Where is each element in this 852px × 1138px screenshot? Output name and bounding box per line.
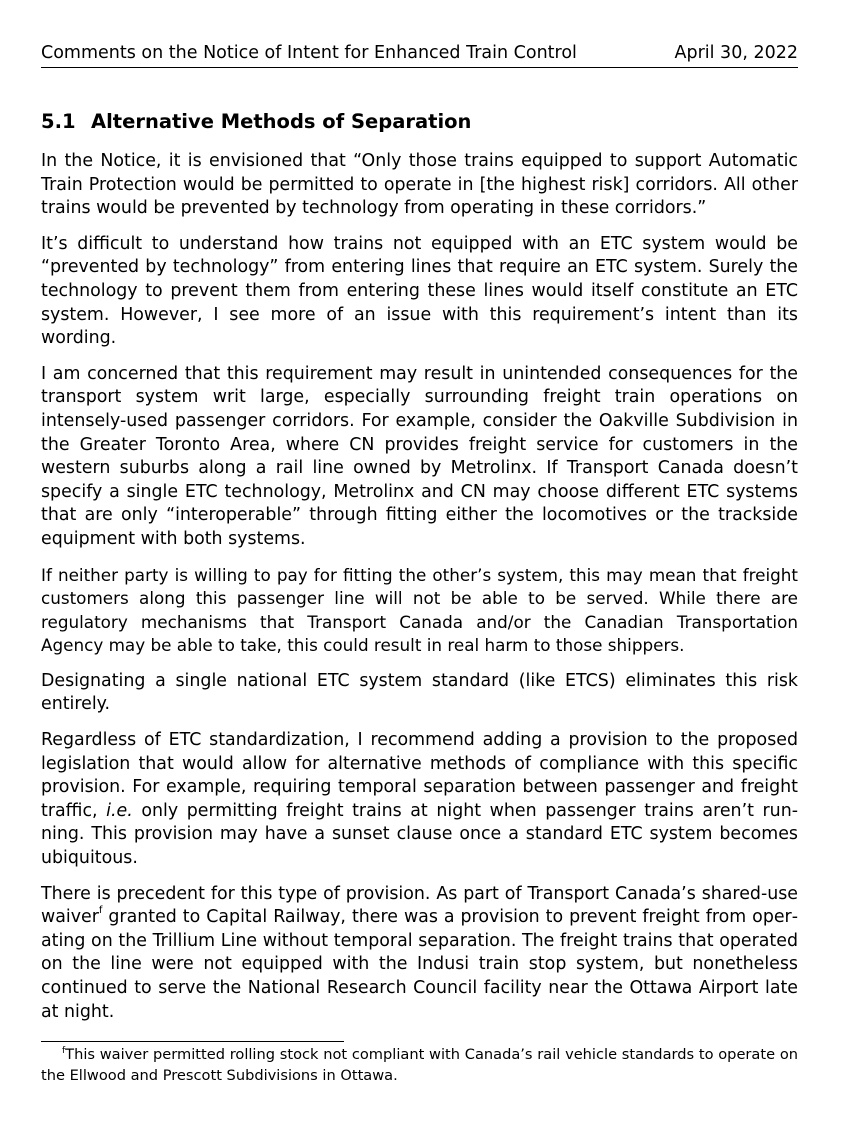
footnote-text: This waiver permitted rolling stock not compliant with Canada’s rail vehicle standards to operate on the Ellwood and Prescott Subdivisions in Ottawa. — [41, 1046, 798, 1084]
paragraph-6 — [41, 729, 798, 871]
paragraph-6-text-b: only permitting freight trains at night when passenger trains aren’t running. This provision may have a sunset clause once a standard ETC system becomes ubiquitous. — [41, 800, 798, 869]
paragraph-4: If neither party is willing to pay for fitting the other’s system, this may mean that freight customers along this passenger line will not be able to be served. While there are regulatory mechanisms that Transport Canada and/or the Canadian Transportation Agency may be able to take, this could result in real harm to those shippers. — [41, 564, 798, 656]
running-header — [41, 41, 798, 68]
header-title: Comments on the Notice of Intent for Enhanced Train Control — [41, 43, 577, 63]
section-number: 5.1 — [41, 110, 76, 133]
header-date: April 30, 2022 — [674, 43, 798, 63]
section-heading — [41, 109, 471, 135]
footnote — [41, 1044, 798, 1086]
paragraph-6-text-a: Regardless of ETC standardization, I recommend adding a provision to the proposed legislation that would allow for alternative methods of compliance with this specific provision. For example, requiring temporal separation between passenger and freight traffic, — [41, 730, 798, 821]
footnote-reference[interactable]: f — [98, 905, 103, 917]
paragraph-2: It’s difficult to understand how trains not equipped with an ETC system would be “prevented by technology” from entering lines that require an ETC system. Surely the technology to prevent them from entering these lines would itself constitute an ETC system. However, I see more of an issue with this requirement’s intent than its wording. — [41, 233, 798, 349]
paragraph-5: Designating a single national ETC system standard (like ETCS) eliminates this risk entirely. — [41, 670, 798, 715]
paragraph-7 — [41, 883, 798, 1025]
paragraph-1: In the Notice, it is envisioned that “Only those trains equipped to support Automatic Train Protection would be permitted to operate in [the highest risk] corridors. All other trains would be prevented by technology from operating in these corridors.” — [41, 151, 798, 219]
body-text — [41, 150, 798, 1024]
paragraph-3: I am concerned that this requirement may result in unintended consequences for the transport system writ large, especially surrounding freight train operations on intensely-used passenger corridors. For example, consider the Oakville Subdivision in the Greater Toronto Area, where CN provides freight service for customers in the western suburbs along a rail line owned by Metrolinx. If Transport Canada doesn’t specify a single ETC technology, Metrolinx and CN may choose different ETC systems that are only “interoperable” through fitting either the locomotives or the trackside equipment with both systems. — [41, 363, 798, 549]
footnote-mark: f — [62, 1046, 66, 1057]
footnote-divider — [41, 1041, 344, 1042]
paragraph-6-italic: i.e. — [106, 800, 133, 821]
section-title: Alternative Methods of Separation — [91, 110, 472, 133]
paragraph-7-text-b: granted to Capital Railway, there was a provision to prevent freight from operating on the Trillium Line without temporal separation. The freight trains that operated on the line were not equipped with the Indusi train stop system, but nonetheless continued to serve the National Research Council facility near the Ottawa Airport late at night. — [41, 907, 798, 1022]
paragraph-7-text-a: There is precedent for this type of provision. As part of Transport Canada’s shared-use waiver — [41, 883, 798, 928]
